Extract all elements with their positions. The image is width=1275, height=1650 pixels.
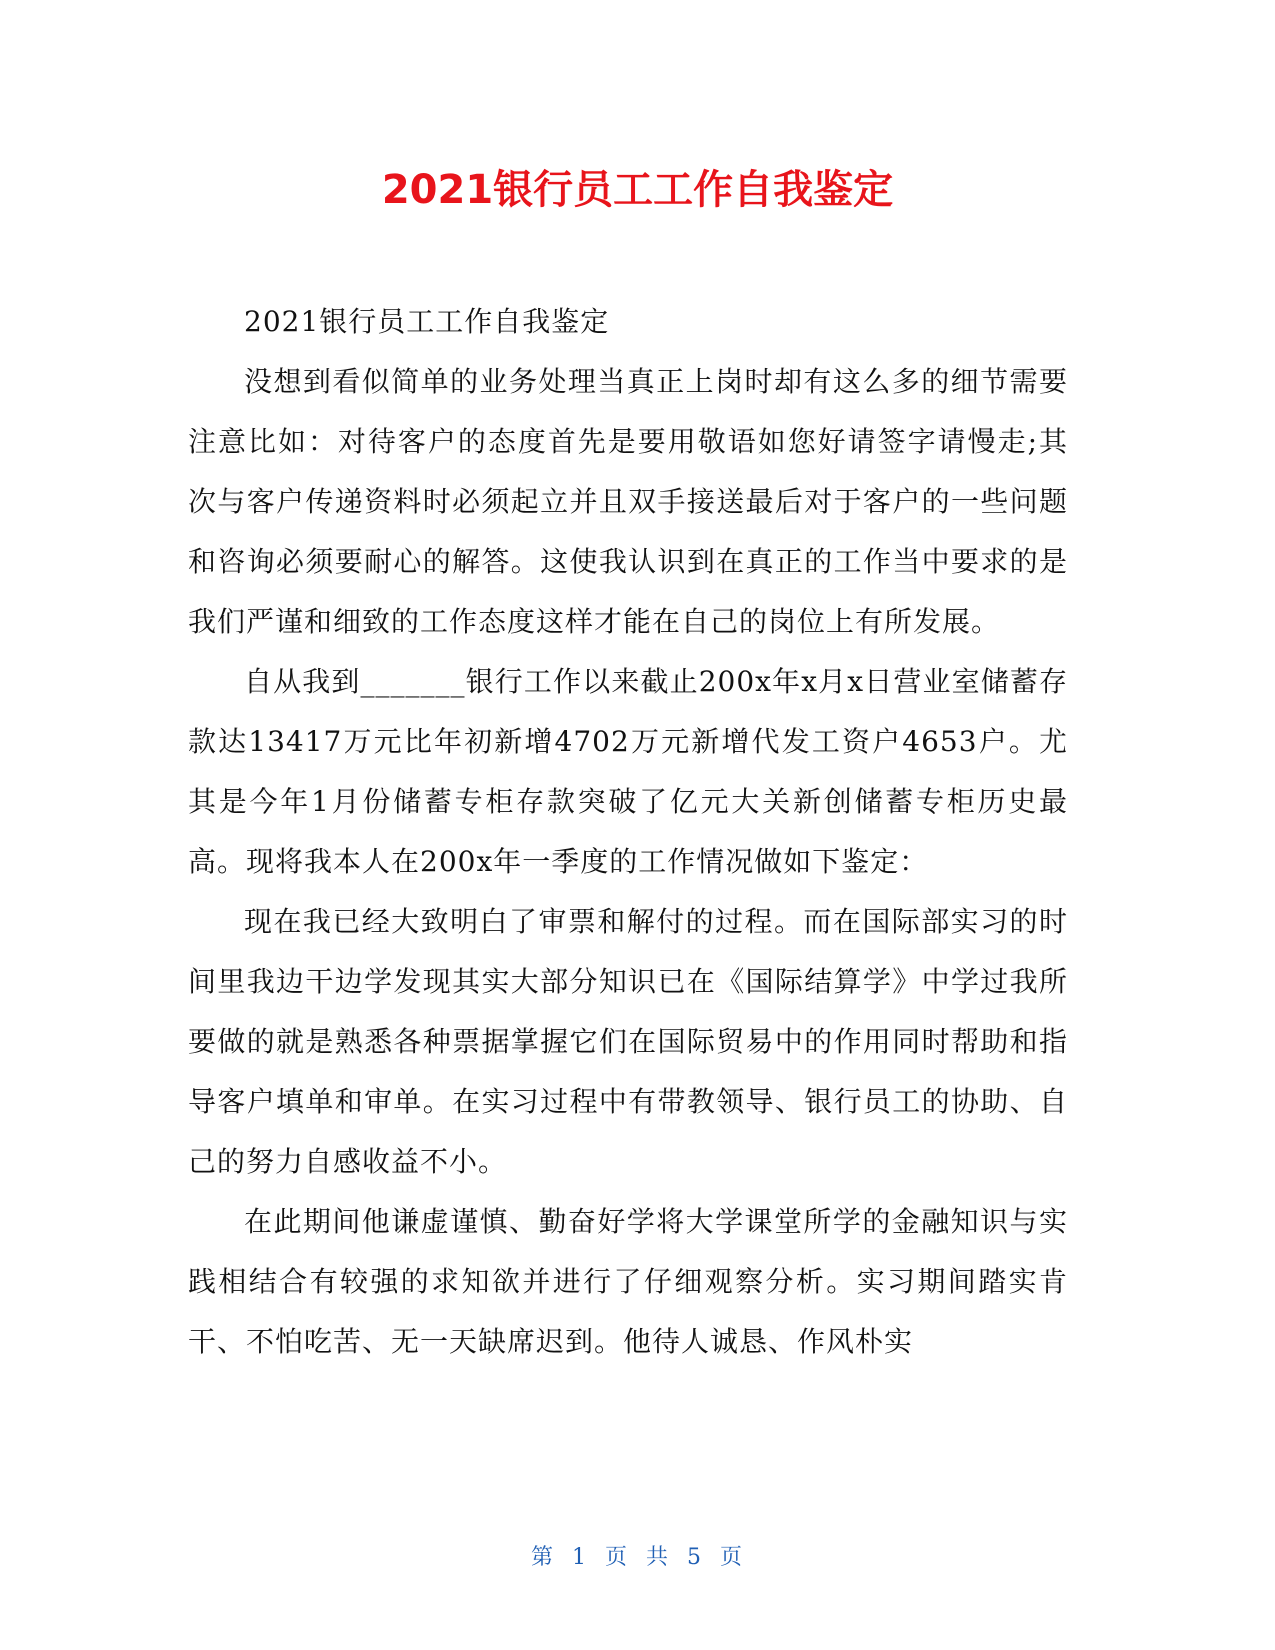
paragraph-heading: 2021银行员工工作自我鉴定 xyxy=(244,305,610,338)
footer-current-page: 1 xyxy=(571,1545,588,1570)
paragraph-4: 在此期间他谦虚谨慎、勤奋好学将大学课堂所学的金融知识与实践相结合有较强的求知欲并进行了仔细观察分析。实习期间踏实肯干、不怕吃苦、无一天缺席迟到。他待人诚恳、作风朴实 xyxy=(188,1205,1068,1358)
document-title: 2021银行员工工作自我鉴定 xyxy=(381,167,894,213)
footer-total-prefix: 共 xyxy=(646,1545,671,1570)
paragraph-3: 现在我已经大致明白了审票和解付的过程。而在国际部实习的时间里我边干边学发现其实大部分知识已在《国际结算学》中学过我所要做的就是熟悉各种票据掌握它们在国际贸易中的作用同时帮助和指导客户填单和审单。在实习过程中有带教领导、银行员工的协助、自己的努力自感收益不小。 xyxy=(188,905,1068,1178)
footer-total-pages: 5 xyxy=(687,1545,704,1570)
footer-total-suffix: 页 xyxy=(720,1545,745,1570)
footer-page-word: 页 xyxy=(604,1545,629,1570)
footer-prefix: 第 xyxy=(530,1545,555,1570)
document-body xyxy=(188,292,1068,1372)
paragraph-2: 自从我到_______银行工作以来截止200x年x月x日营业室储蓄存款达13417万元比年初新增4702万元新增代发工资户4653户。尤其是今年1月份储蓄专柜存款突破了亿元大关新创储蓄专柜历史最高。现将我本人在200x年一季度的工作情况做如下鉴定： xyxy=(188,665,1068,878)
page-number-footer xyxy=(0,1540,1275,1571)
paragraph-1: 没想到看似简单的业务处理当真正上岗时却有这么多的细节需要注意比如：对待客户的态度首先是要用敬语如您好请签字请慢走;其次与客户传递资料时必须起立并且双手接送最后对于客户的一些问题和咨询必须要耐心的解答。这使我认识到在真正的工作当中要求的是我们严谨和细致的工作态度这样才能在自己的岗位上有所发展。 xyxy=(188,365,1068,638)
